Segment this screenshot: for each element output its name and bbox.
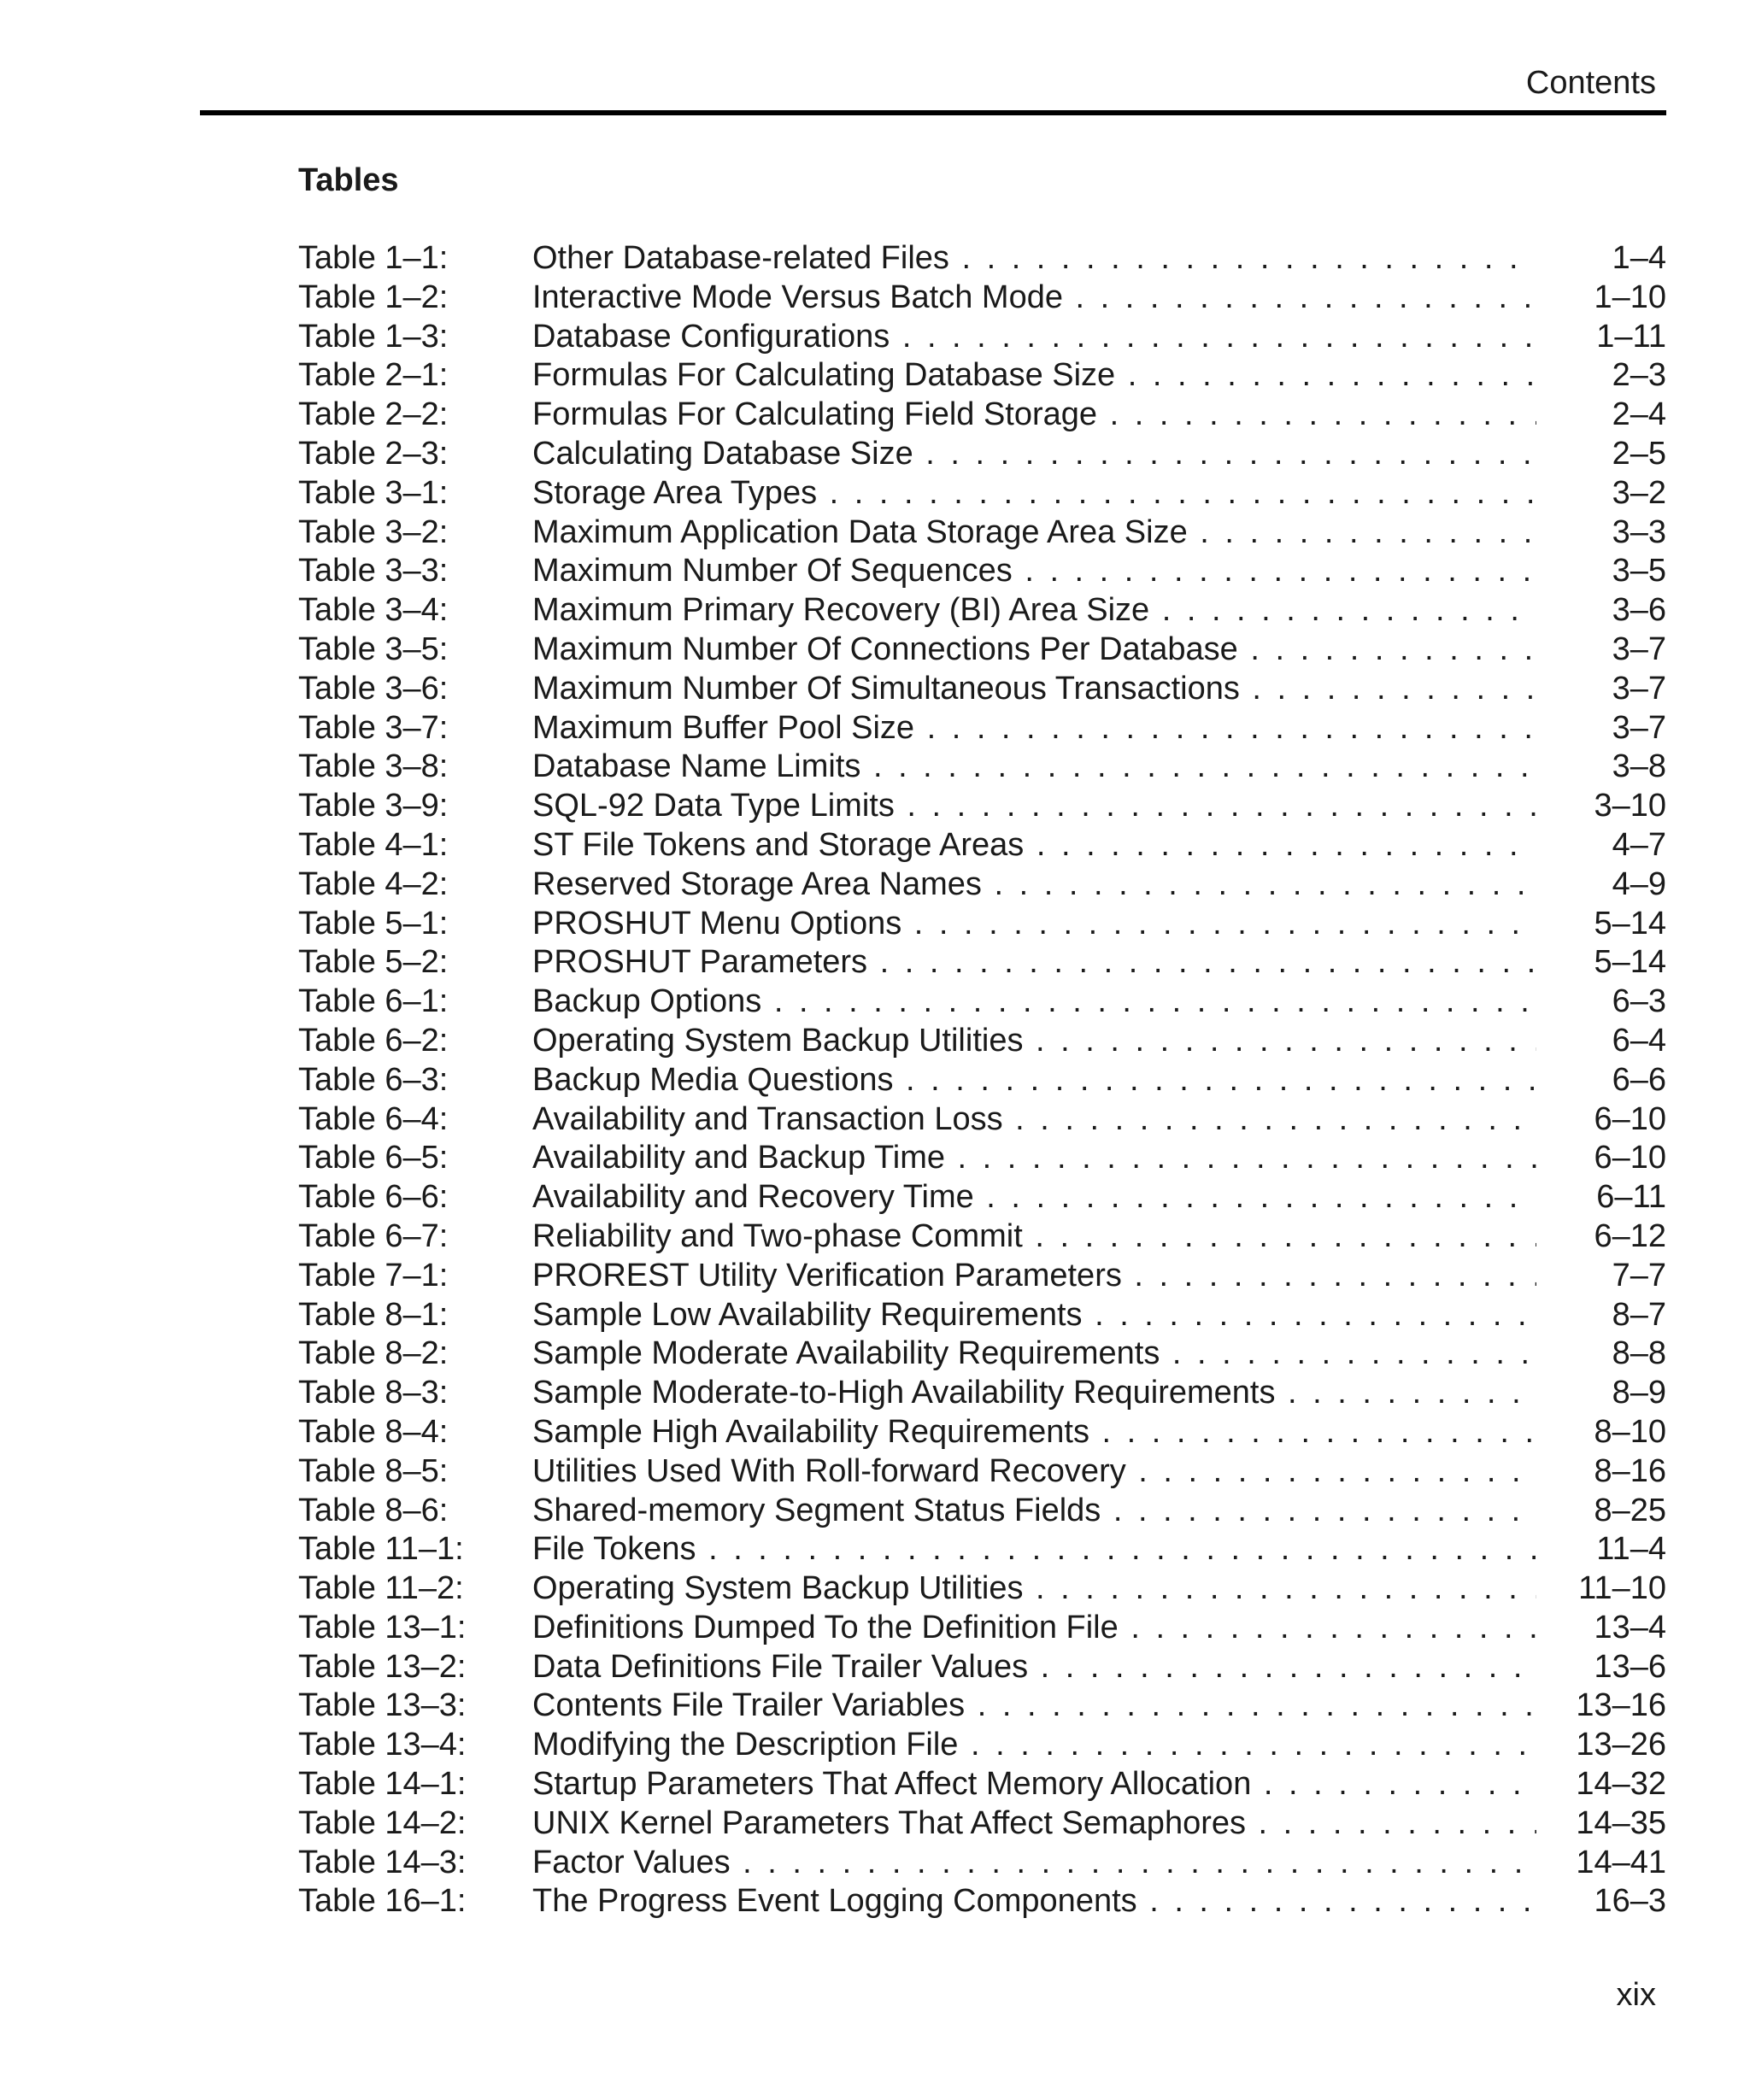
toc-entry-title[interactable]: Backup Media Questions . . .: [532, 1061, 1536, 1100]
toc-entry-number: Table 16–1:: [298, 1883, 467, 1920]
page-number: xix: [1616, 1977, 1656, 2013]
toc-entry-title[interactable]: PROSHUT Menu Options . . .: [532, 905, 1536, 944]
toc-entry-title[interactable]: Formulas For Calculating Database Size . . .: [532, 356, 1536, 396]
toc-entry-title[interactable]: The Progress Event Logging Components . . .: [532, 1882, 1536, 1921]
toc-entry-page[interactable]: 4–9: [1612, 865, 1666, 902]
toc-entry-title[interactable]: Availability and Backup Time . . .: [532, 1139, 1536, 1178]
toc-entry-page[interactable]: 3–7: [1612, 631, 1666, 667]
toc-entry-title[interactable]: Sample Moderate-to-High Availability Requirements . . .: [532, 1374, 1536, 1413]
toc-entry-number: Table 8–1:: [298, 1296, 449, 1333]
toc-entry[interactable]: [298, 239, 1666, 279]
toc-entry-page[interactable]: 1–10: [1594, 279, 1666, 315]
toc-entry-number: Table 6–6:: [298, 1179, 449, 1216]
toc-entry-number: Table 2–1:: [298, 357, 449, 394]
toc-entry-number: Table 8–2:: [298, 1335, 449, 1372]
toc-entry-number: Table 5–2:: [298, 944, 449, 981]
toc-entry-number: Table 11–1:: [298, 1531, 464, 1568]
toc-entry-number: Table 6–7:: [298, 1217, 449, 1254]
toc-entry-number: Table 13–2:: [298, 1648, 467, 1685]
toc-entry-number: Table 8–4:: [298, 1413, 449, 1450]
toc-entry-page[interactable]: 8–7: [1612, 1296, 1666, 1333]
toc-entry-number: Table 4–1:: [298, 826, 449, 863]
toc-entry-number: Table 1–3:: [298, 318, 449, 355]
toc-entry-page[interactable]: 3–10: [1594, 788, 1666, 824]
toc-entry-title[interactable]: Backup Options . . .: [532, 983, 1536, 1022]
toc-entry-title[interactable]: Availability and Recovery Time . . .: [532, 1178, 1536, 1217]
toc-entry-number: Table 7–1:: [298, 1257, 449, 1293]
toc-entry-number: Table 1–1:: [298, 240, 449, 276]
toc-entry-number: Table 8–3:: [298, 1375, 449, 1411]
toc-entry[interactable]: [298, 1334, 1666, 1374]
toc-entry-page[interactable]: 6–3: [1612, 983, 1666, 1020]
toc-entry[interactable]: [298, 631, 1666, 670]
toc-entry-page[interactable]: 3–3: [1612, 513, 1666, 550]
toc-entry[interactable]: [298, 1061, 1666, 1100]
toc-entry-number: Table 14–3:: [298, 1844, 467, 1880]
toc-entry[interactable]: [298, 1257, 1666, 1296]
toc-entry-number: Table 3–6:: [298, 670, 449, 707]
toc-entry-page[interactable]: 16–3: [1594, 1883, 1666, 1920]
toc-entry[interactable]: [298, 905, 1666, 944]
toc-entry-number: Table 3–3:: [298, 553, 449, 590]
toc-entry[interactable]: [298, 1178, 1666, 1217]
toc-entry-number: Table 5–1:: [298, 905, 449, 941]
toc-entry-number: Table 3–4:: [298, 592, 449, 629]
toc-entry[interactable]: [298, 1765, 1666, 1804]
toc-entry-title[interactable]: Maximum Primary Recovery (BI) Area Size . . .: [532, 591, 1536, 631]
toc-entry-number: Table 3–8:: [298, 748, 449, 785]
toc-entry-title[interactable]: UNIX Kernel Parameters That Affect Semaphores . . .: [532, 1804, 1536, 1844]
toc-entry-title[interactable]: Calculating Database Size . . .: [532, 435, 1536, 474]
toc-entry-page[interactable]: 3–5: [1612, 553, 1666, 590]
toc-entry-page[interactable]: 14–32: [1576, 1766, 1666, 1803]
toc-entry-page[interactable]: 6–11: [1596, 1179, 1666, 1216]
toc-entry[interactable]: [298, 1648, 1666, 1687]
toc-entry[interactable]: [298, 1844, 1666, 1883]
toc-entry[interactable]: [298, 943, 1666, 983]
toc-entry-number: Table 3–2:: [298, 513, 449, 550]
toc-entry[interactable]: [298, 1452, 1666, 1492]
toc-entry[interactable]: [298, 474, 1666, 513]
toc-entry-page[interactable]: 1–11: [1596, 318, 1666, 355]
toc-entry-title[interactable]: Reliability and Two-phase Commit . . .: [532, 1217, 1536, 1257]
toc-entry-title[interactable]: Availability and Transaction Loss . . .: [532, 1100, 1536, 1140]
toc-entry[interactable]: [298, 1374, 1666, 1413]
toc-entry-title[interactable]: Interactive Mode Versus Batch Mode . . .: [532, 279, 1536, 318]
toc-entry[interactable]: [298, 356, 1666, 396]
toc-entry[interactable]: [298, 318, 1666, 357]
toc-entry-number: Table 6–5:: [298, 1140, 449, 1176]
toc-entry[interactable]: [298, 1569, 1666, 1609]
toc-entry-title[interactable]: Data Definitions File Trailer Values . . .: [532, 1648, 1536, 1687]
toc-entry-title[interactable]: Storage Area Types . . .: [532, 474, 1536, 513]
toc-entry-page[interactable]: 6–6: [1612, 1061, 1666, 1098]
toc-entry[interactable]: [298, 787, 1666, 826]
toc-entry-title[interactable]: Sample Moderate Availability Requirements . . .: [532, 1334, 1536, 1374]
toc-entry-title[interactable]: Maximum Number Of Sequences . . .: [532, 552, 1536, 591]
toc-entry-title[interactable]: Contents File Trailer Variables . . .: [532, 1686, 1536, 1726]
toc-entry[interactable]: [298, 591, 1666, 631]
section-title: Tables: [298, 162, 399, 198]
toc-entry[interactable]: [298, 1296, 1666, 1335]
toc-entry-title[interactable]: Maximum Number Of Connections Per Database . . .: [532, 631, 1536, 670]
toc-entry-title[interactable]: File Tokens . . .: [532, 1530, 1536, 1569]
toc-entry[interactable]: [298, 826, 1666, 865]
toc-entry[interactable]: [298, 709, 1666, 748]
toc-entry-title[interactable]: ST File Tokens and Storage Areas . . .: [532, 826, 1536, 865]
toc-entry-number: Table 3–9:: [298, 788, 449, 824]
toc-entry-page[interactable]: 11–4: [1596, 1531, 1666, 1568]
toc-entry-page[interactable]: 6–10: [1594, 1100, 1666, 1137]
toc-entry-page[interactable]: 8–9: [1612, 1375, 1666, 1411]
toc-entry[interactable]: [298, 1804, 1666, 1844]
toc-entry-page[interactable]: 3–7: [1612, 709, 1666, 746]
toc-entry-title[interactable]: Startup Parameters That Affect Memory Allocation . . .: [532, 1765, 1536, 1804]
toc-entry-number: Table 14–2:: [298, 1804, 467, 1841]
toc-entry-number: Table 8–6:: [298, 1492, 449, 1528]
toc-entry[interactable]: [298, 396, 1666, 435]
toc-entry-page[interactable]: 14–35: [1576, 1804, 1666, 1841]
toc-entry-title[interactable]: Operating System Backup Utilities . . .: [532, 1022, 1536, 1061]
toc-entry[interactable]: [298, 435, 1666, 474]
toc-entry-page[interactable]: 8–25: [1594, 1492, 1666, 1528]
toc-entry-number: Table 14–1:: [298, 1766, 467, 1803]
running-header: Contents: [1525, 65, 1656, 101]
toc-entry-page[interactable]: 1–4: [1612, 240, 1666, 276]
toc-entry[interactable]: [298, 983, 1666, 1022]
toc-entry[interactable]: [298, 552, 1666, 591]
toc-entry-title[interactable]: Maximum Number Of Simultaneous Transactions . . .: [532, 670, 1536, 709]
toc-entry-title[interactable]: Utilities Used With Roll-forward Recovery . . .: [532, 1452, 1536, 1492]
toc-entry-page[interactable]: 13–4: [1594, 1609, 1666, 1645]
toc-entry-title[interactable]: Factor Values . . .: [532, 1844, 1536, 1883]
toc-entry-number: Table 11–2:: [298, 1570, 464, 1607]
toc-entry-number: Table 2–2:: [298, 396, 449, 433]
toc-entry-title[interactable]: Formulas For Calculating Field Storage . . .: [532, 396, 1536, 435]
toc-entry-page[interactable]: 3–8: [1612, 748, 1666, 785]
toc-entry[interactable]: [298, 1492, 1666, 1531]
toc-entry[interactable]: [298, 279, 1666, 318]
toc-entry-page[interactable]: 5–14: [1594, 944, 1666, 981]
toc-entry-page[interactable]: 14–41: [1576, 1844, 1666, 1880]
toc-entry-page[interactable]: 2–3: [1612, 357, 1666, 394]
toc-entry-number: Table 8–5:: [298, 1452, 449, 1489]
toc-entry-page[interactable]: 13–16: [1576, 1687, 1666, 1724]
toc-entry[interactable]: [298, 1530, 1666, 1569]
toc-entry-title[interactable]: Sample High Availability Requirements . . .: [532, 1413, 1536, 1452]
toc-entry-page[interactable]: 7–7: [1612, 1257, 1666, 1293]
toc-entry-page[interactable]: 5–14: [1594, 905, 1666, 941]
toc-entry-number: Table 6–2:: [298, 1022, 449, 1059]
toc-entry[interactable]: [298, 1413, 1666, 1452]
toc-entry-title[interactable]: Shared-memory Segment Status Fields . . .: [532, 1492, 1536, 1531]
toc-entry-number: Table 3–5:: [298, 631, 449, 667]
toc-entry-number: Table 13–1:: [298, 1609, 467, 1645]
toc-entry-title[interactable]: Operating System Backup Utilities . . .: [532, 1569, 1536, 1609]
toc-entry-title[interactable]: Modifying the Description File . . .: [532, 1726, 1536, 1765]
toc-entry[interactable]: [298, 1100, 1666, 1140]
toc-entry-number: Table 2–3:: [298, 435, 449, 472]
toc-entry-number: Table 6–1:: [298, 983, 449, 1020]
toc-entry-title[interactable]: Sample Low Availability Requirements . . .: [532, 1296, 1536, 1335]
toc-entry-title[interactable]: Maximum Buffer Pool Size . . .: [532, 709, 1536, 748]
toc-entry-number: Table 13–4:: [298, 1727, 467, 1763]
toc-entry-title[interactable]: Definitions Dumped To the Definition File . . .: [532, 1609, 1536, 1648]
toc-entry-page[interactable]: 3–6: [1612, 592, 1666, 629]
toc-entry-number: Table 13–3:: [298, 1687, 467, 1724]
toc-entry-title[interactable]: Database Name Limits . . .: [532, 748, 1536, 787]
toc-entry[interactable]: [298, 670, 1666, 709]
toc-entry-title[interactable]: Other Database-related Files . . .: [532, 239, 1536, 279]
toc-entry[interactable]: [298, 1882, 1666, 1921]
toc-entry-number: Table 1–2:: [298, 279, 449, 315]
toc-entry-page[interactable]: 13–26: [1576, 1727, 1666, 1763]
toc-entry-number: Table 6–3:: [298, 1061, 449, 1098]
toc-entry-page[interactable]: 4–7: [1612, 826, 1666, 863]
toc-entry-page[interactable]: 8–16: [1594, 1452, 1666, 1489]
toc-entry-title[interactable]: SQL-92 Data Type Limits . . .: [532, 787, 1536, 826]
toc-entry-title[interactable]: Database Configurations . . .: [532, 318, 1536, 357]
list-of-tables: [298, 239, 1666, 1921]
toc-entry[interactable]: [298, 1686, 1666, 1726]
toc-entry-number: Table 3–7:: [298, 709, 449, 746]
toc-entry-title[interactable]: Maximum Application Data Storage Area Size . . .: [532, 513, 1536, 553]
toc-entry-page[interactable]: 8–10: [1594, 1413, 1666, 1450]
toc-entry[interactable]: [298, 748, 1666, 787]
toc-entry-title[interactable]: PROSHUT Parameters . . .: [532, 943, 1536, 983]
toc-entry-page[interactable]: 6–12: [1594, 1217, 1666, 1254]
toc-entry-number: Table 6–4:: [298, 1100, 449, 1137]
toc-entry-page[interactable]: 3–2: [1612, 474, 1666, 511]
toc-entry-page[interactable]: 8–8: [1612, 1335, 1666, 1372]
toc-entry[interactable]: [298, 513, 1666, 553]
toc-entry-title[interactable]: Reserved Storage Area Names . . .: [532, 865, 1536, 905]
toc-entry-page[interactable]: 2–5: [1612, 435, 1666, 472]
toc-entry-page[interactable]: 3–7: [1612, 670, 1666, 707]
toc-entry-page[interactable]: 2–4: [1612, 396, 1666, 433]
toc-entry-number: Table 4–2:: [298, 865, 449, 902]
toc-entry[interactable]: [298, 1022, 1666, 1061]
toc-entry-title[interactable]: PROREST Utility Verification Parameters . . .: [532, 1257, 1536, 1296]
toc-entry[interactable]: [298, 1139, 1666, 1178]
toc-entry-page[interactable]: 6–10: [1594, 1140, 1666, 1176]
toc-entry-number: Table 3–1:: [298, 474, 449, 511]
toc-entry-page[interactable]: 11–10: [1578, 1570, 1666, 1607]
toc-entry[interactable]: [298, 865, 1666, 905]
header-rule: [200, 110, 1666, 115]
toc-entry-page[interactable]: 6–4: [1612, 1022, 1666, 1059]
toc-entry-page[interactable]: 13–6: [1594, 1648, 1666, 1685]
toc-entry[interactable]: [298, 1217, 1666, 1257]
toc-entry[interactable]: [298, 1726, 1666, 1765]
toc-entry[interactable]: [298, 1609, 1666, 1648]
